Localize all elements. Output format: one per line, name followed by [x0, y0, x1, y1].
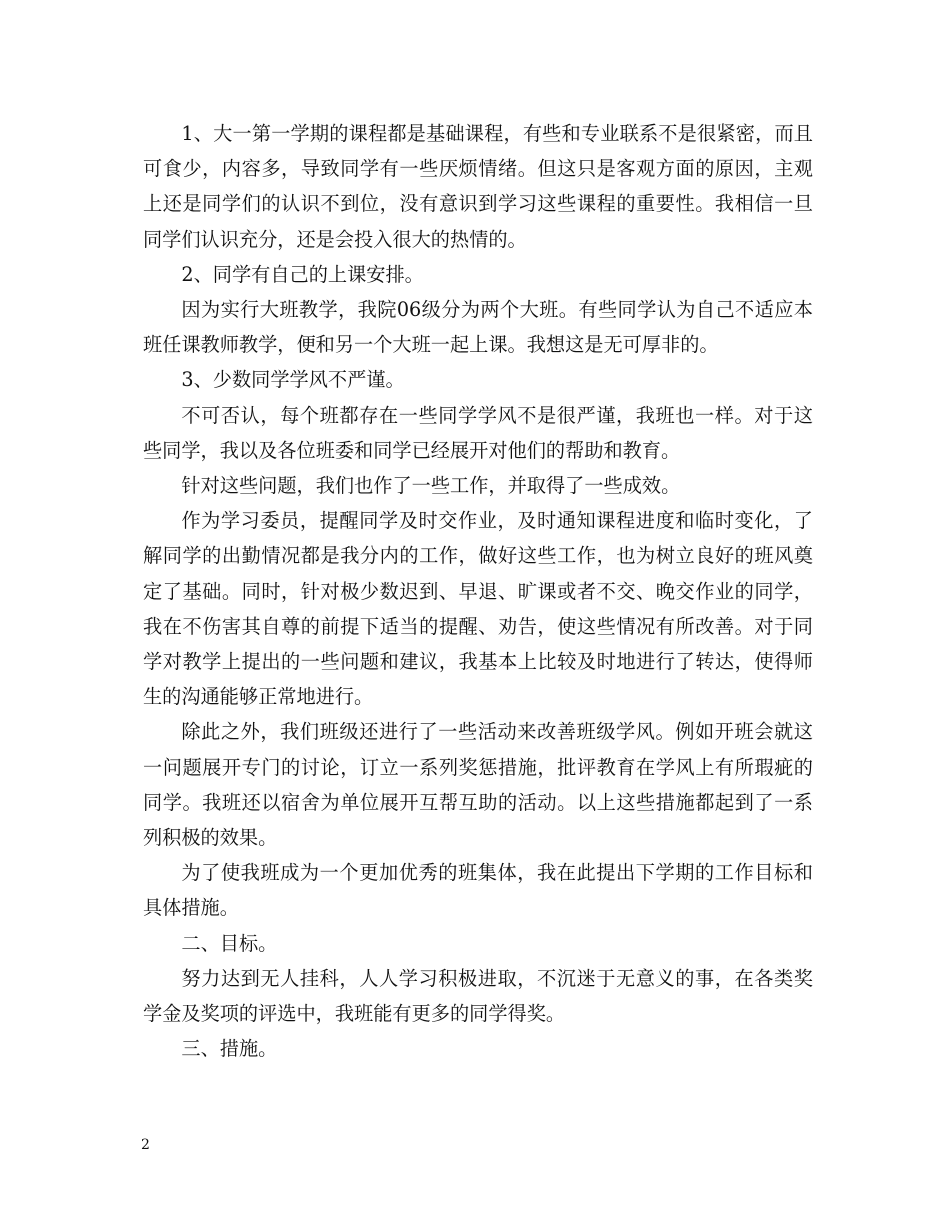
paragraph: 努力达到无人挂科，人人学习积极进取，不沉迷于无意义的事，在各类奖学金及奖项的评选中，我班能有更多的同学得奖。 [143, 966, 813, 1026]
paragraph: 1、大一第一学期的课程都是基础课程，有些和专业联系不是很紧密，而且可食少，内容多，导致同学有一些厌烦情绪。但这只是客观方面的原因，主观上还是同学们的认识不到位，没有意识到学习这些课程的重要性。我相信一旦同学们认识充分，还是会投入很大的热情的。 [143, 122, 813, 251]
paragraph: 为了使我班成为一个更加优秀的班集体，我在此提出下学期的工作目标和具体措施。 [143, 861, 813, 920]
paragraph: 除此之外，我们班级还进行了一些活动来改善班级学风。例如开班会就这一问题展开专门的讨论，订立一系列奖惩措施，批评教育在学风上有所瑕疵的同学。我班还以宿舍为单位展开互帮互助的活动。以上这些措施都起到了一系列积极的效果。 [143, 720, 813, 850]
paragraph: 3、少数同学学风不严谨。 [181, 368, 405, 392]
paragraph: 二、目标。 [181, 931, 278, 955]
paragraph: 三、措施。 [181, 1037, 278, 1061]
paragraph: 针对这些问题，我们也作了一些工作，并取得了一些成效。 [181, 474, 681, 498]
page-number: 2 [141, 1137, 150, 1153]
paragraph: 2、同学有自己的上课安排。 [181, 262, 424, 286]
document-body [143, 116, 813, 1066]
paragraph: 作为学习委员，提醒同学及时交作业，及时通知课程进度和临时变化，了解同学的出勤情况都是我分内的工作，做好这些工作，也为树立良好的班风奠定了基础。同时，针对极少数迟到、早退、旷课或者不交、晚交作业的同学，我在不伤害其自尊的前提下适当的提醒、劝告，使这些情况有所改善。对于同学对教学上提出的一些问题和建议，我基本上比较及时地进行了转达，使得师生的沟通能够正常地进行。 [143, 509, 813, 709]
paragraph: 因为实行大班教学，我院06级分为两个大班。有些同学认为自己不适应本班任课教师教学，便和另一个大班一起上课。我想这是无可厚非的。 [143, 298, 813, 357]
paragraph: 不可否认，每个班都存在一些同学学风不是很严谨，我班也一样。对于这些同学，我以及各位班委和同学已经展开对他们的帮助和教育。 [143, 403, 813, 462]
